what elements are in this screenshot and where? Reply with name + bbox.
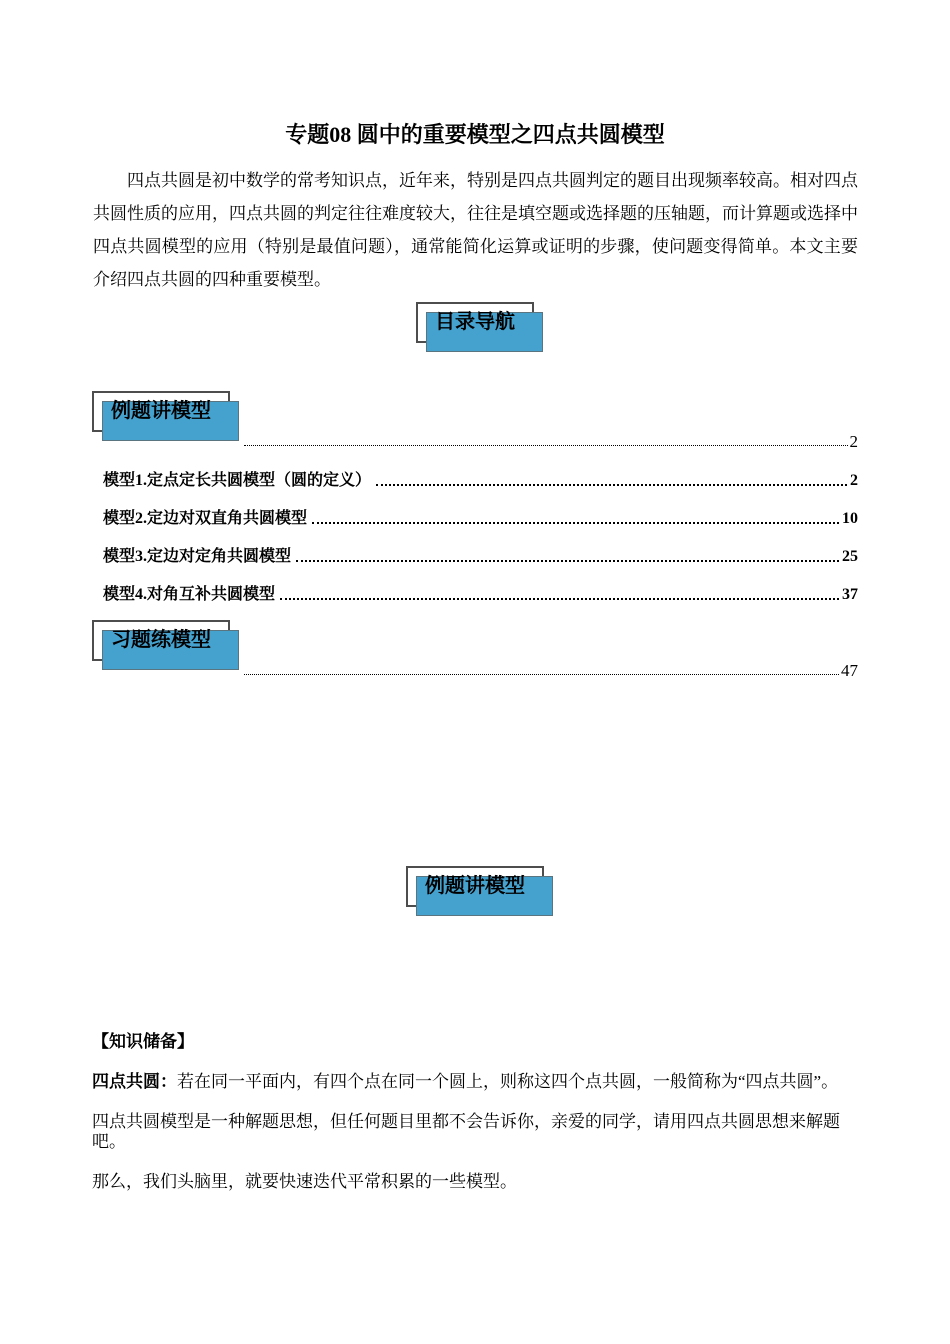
toc-page-number: 2 [850,472,858,489]
exercises-banner-label: 习题练模型 [111,629,211,651]
toc-page-number: 2 [849,432,858,451]
definition-line [92,1072,858,1092]
definition-text: 若在同一平面内，有四个点在同一个圆上，则称这四个点共圆，一般简称为“四点共圆”。 [177,1072,839,1091]
body-examples-banner-label: 例题讲模型 [425,875,525,897]
knowledge-line-3: 那么，我们头脑里，就要快速迭代平常积累的一些模型。 [92,1172,517,1191]
intro-paragraph: 四点共圆是初中数学的常考知识点，近年来，特别是四点共圆判定的题目出现频率较高。相对四点共圆性质的应用，四点共圆的判定往往难度较大，往往是填空题或选择题的压轴题，而计算题或选择中四点共圆模型的应用（特别是最值问题），通常能简化运算或证明的步骤，使问题变得简单。本文主要介绍四点共圆的四种重要模型。 [93,171,858,289]
toc-item-model1[interactable] [103,454,858,492]
knowledge-section [92,1032,858,1192]
body-examples-banner [406,866,544,907]
toc-page-number: 37 [842,586,858,603]
toc-item-label: 模型1.定点定长共圆模型（圆的定义） [103,472,372,489]
toc-item-label: 模型3.定边对定角共圆模型 [103,548,292,565]
knowledge-heading: 【知识储备】 [92,1032,194,1051]
toc-page-number: 25 [842,548,858,565]
toc-item-model4[interactable] [103,568,858,606]
toc-leader-dots [244,445,848,446]
toc-leader-dots [296,560,839,562]
knowledge-line-2: 四点共圆模型是一种解题思想，但任何题目里都不会告诉你，亲爱的同学，请用四点共圆思想来解题吧。 [92,1112,840,1151]
exercises-banner [92,620,230,661]
toc-item-model3[interactable] [103,530,858,568]
examples-banner [92,391,230,432]
examples-banner-label: 例题讲模型 [111,400,211,422]
page-title: 专题08 圆中的重要模型之四点共圆模型 [285,122,665,147]
toc-item-model2[interactable] [103,492,858,530]
toc-leader-dots [376,484,847,486]
toc-item-label: 模型4.对角互补共圆模型 [103,586,276,603]
toc-page-number: 47 [841,661,858,680]
toc-section-examples[interactable] [92,391,858,451]
toc-nav-banner-label: 目录导航 [435,311,515,333]
definition-term: 四点共圆： [92,1072,177,1091]
toc-section-exercises[interactable] [92,620,858,680]
toc-page-number: 10 [842,510,858,527]
toc-list [103,454,858,606]
body-examples-banner-row [0,866,950,907]
toc-nav-banner [416,302,534,343]
toc-leader-dots [244,674,839,675]
toc-leader-dots [280,598,839,600]
toc-item-label: 模型2.定边对双直角共圆模型 [103,510,308,527]
toc-leader-dots [312,522,839,524]
toc-nav-banner-row [0,302,950,343]
